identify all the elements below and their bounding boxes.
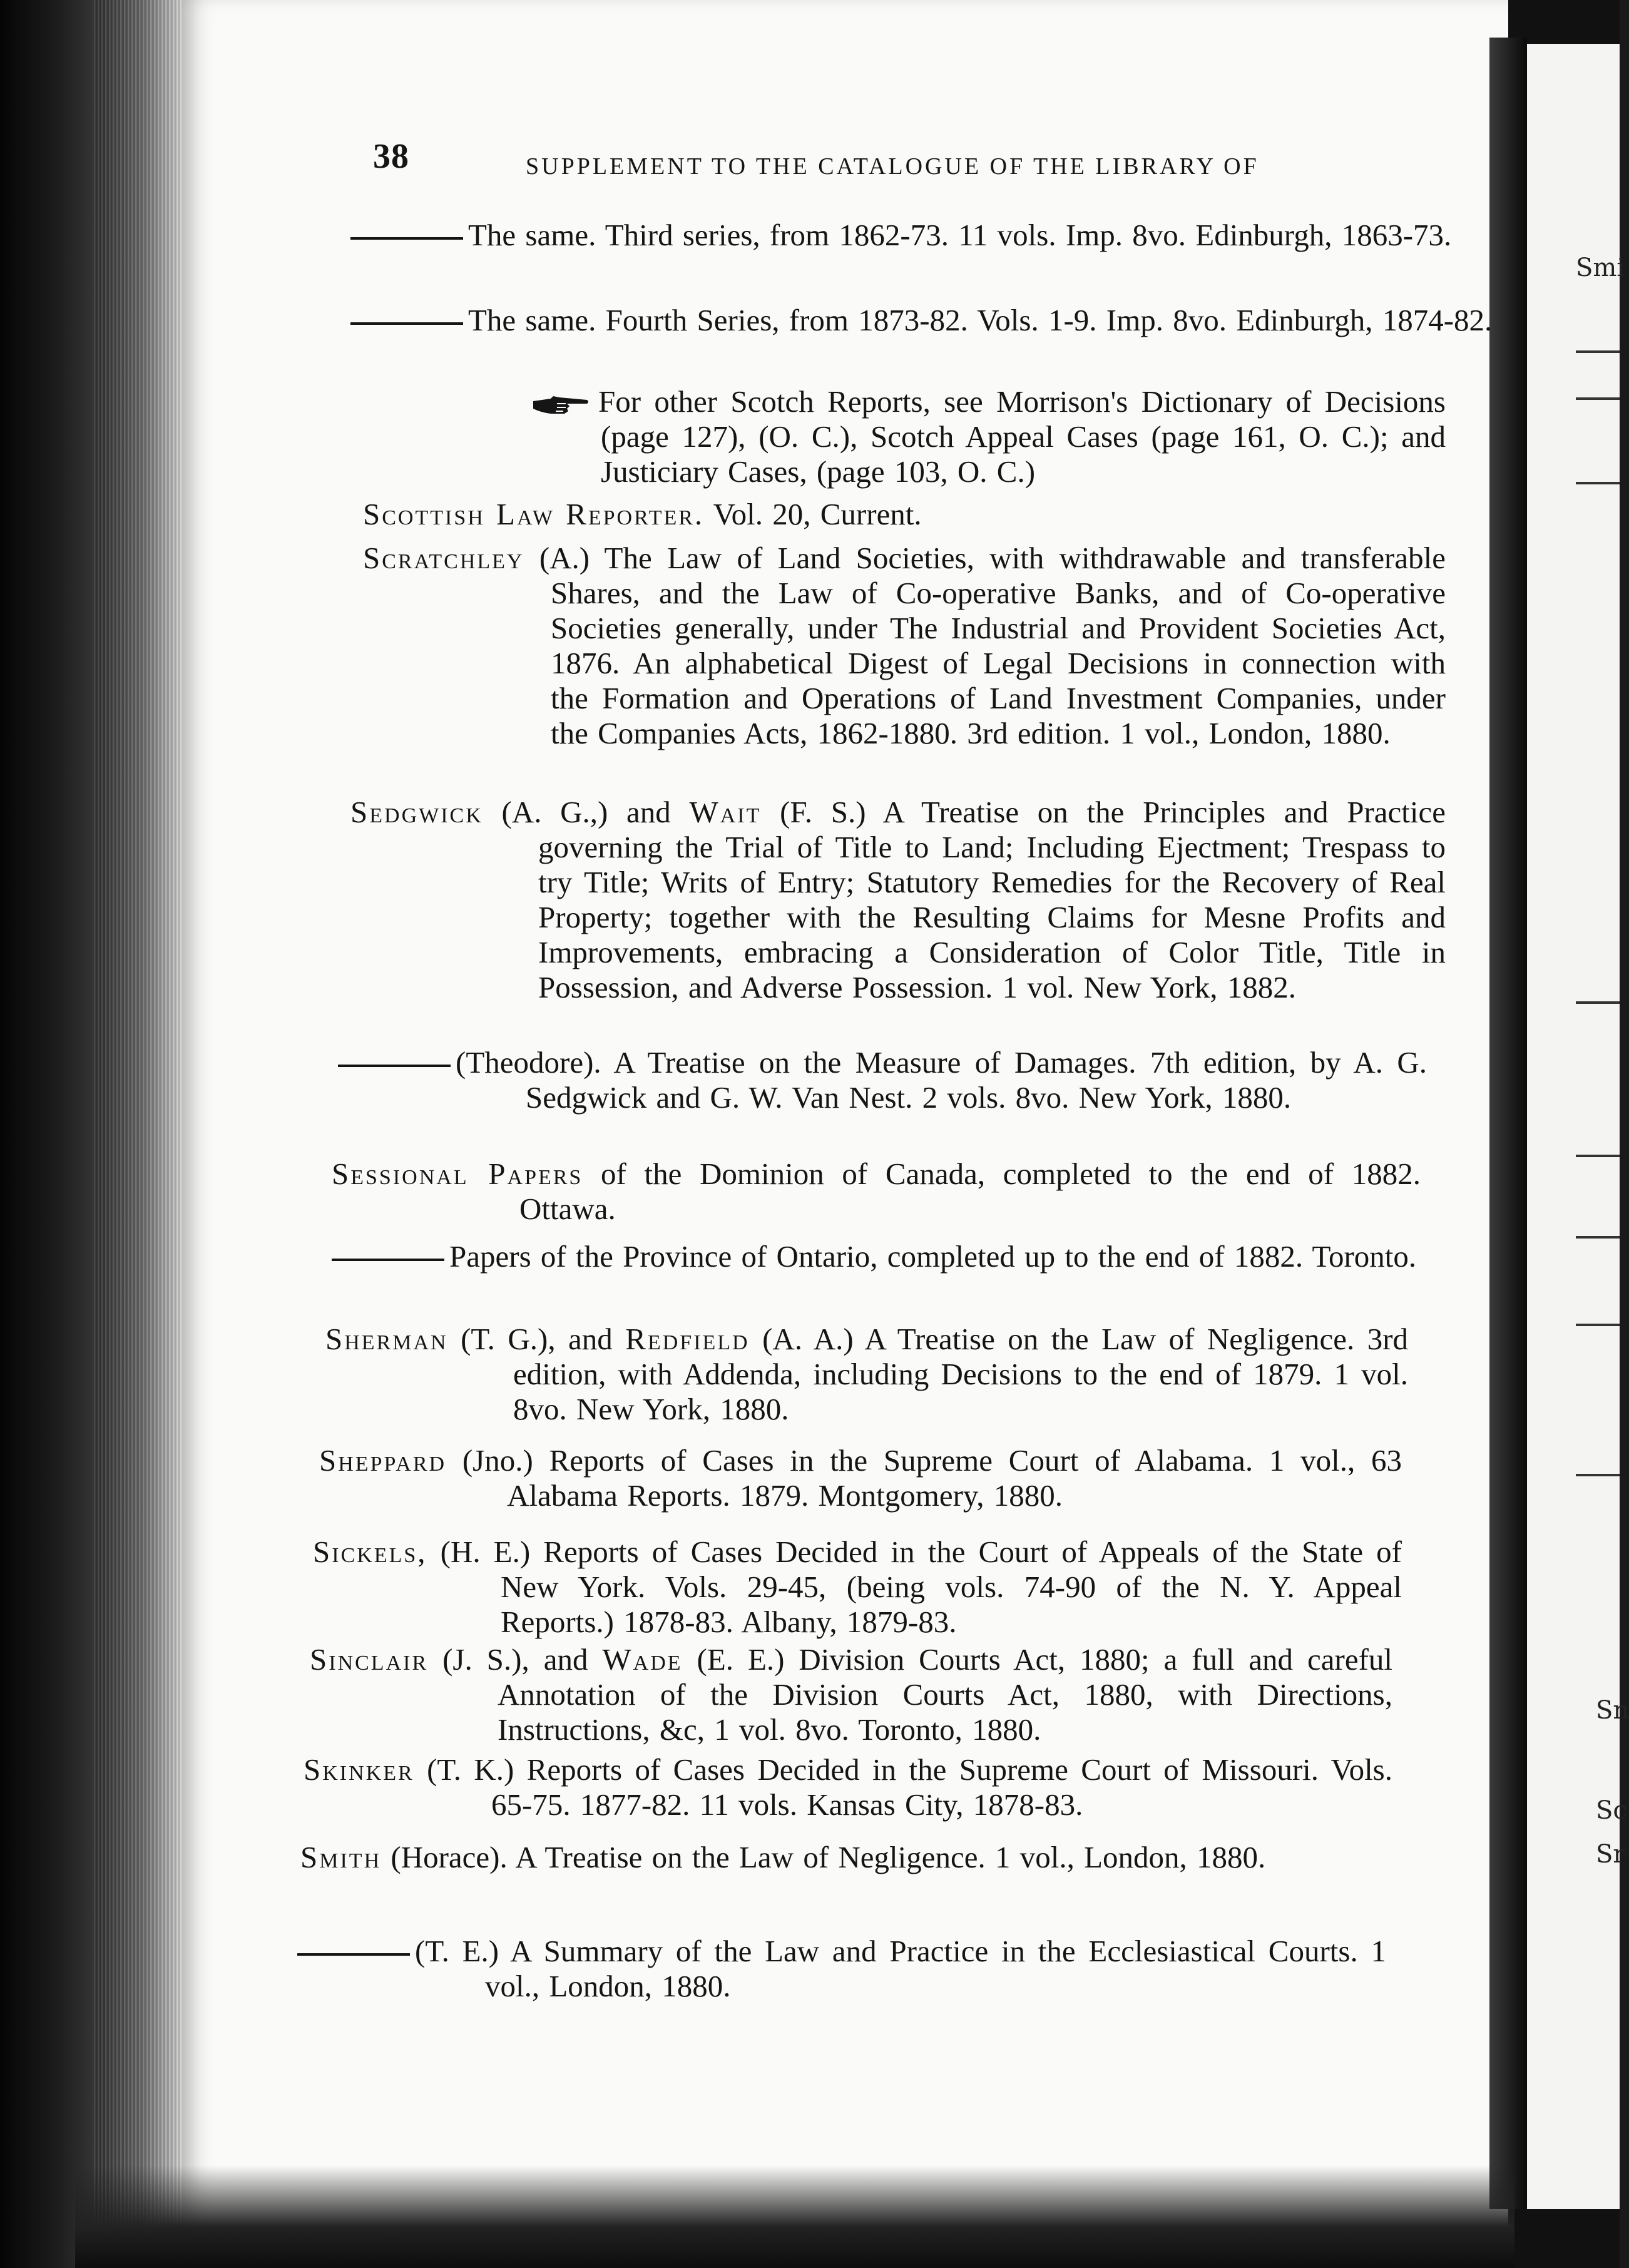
- entry-text: (F. S.) A Treatise on the Principles and Practice governing the Trial of Title to Land; Including Ejectment; Trespass to try Title; Writs of Entry; Statutory Remedies for the Recovery of Real Property; together with the Resulting Claims for Mesne Profits and Improvements, embracing a Consideration of Color Title, Title in Possession, and Adverse Possession. 1 vol. New York, 1882.: [538, 795, 1446, 1004]
- ditto-dash: [350, 237, 463, 240]
- entry-heading-second-author: Redfield: [625, 1322, 750, 1356]
- catalogue-entry: [300, 1840, 1389, 1875]
- catalogue-entry: [310, 1642, 1392, 1747]
- entry-text: (A. A.) A Treatise on the Law of Negligence. 3rd edition, with Addenda, including Decisions to the end of 1879. 1 vol. 8vo. New York, 1880.: [513, 1322, 1409, 1426]
- catalogue-entry: [338, 1045, 1427, 1115]
- catalogue-entry: [350, 218, 1514, 253]
- ditto-dash: [350, 322, 463, 325]
- entry-text: The same. Fourth Series, from 1873-82. Vols. 1-9. Imp. 8vo. Edinburgh, 1874-82.: [468, 303, 1493, 337]
- entry-text: (Horace). A Treatise on the Law of Negligence. 1 vol., London, 1880.: [391, 1840, 1266, 1874]
- adjacent-page-text: Sr: [1596, 1840, 1625, 1869]
- entry-heading: Sinclair: [310, 1642, 429, 1677]
- entry-heading-second-author: Wade: [602, 1642, 683, 1677]
- entry-text: (Jno.) Reports of Cases in the Supreme Court of Alabama. 1 vol., 63 Alabama Reports. 1879. Montgomery, 1880.: [462, 1443, 1402, 1513]
- pointing-hand-icon: [532, 394, 590, 416]
- catalogue-entry: [304, 1752, 1392, 1822]
- entry-heading: Sheppard: [319, 1443, 447, 1478]
- catalogue-entry: [313, 1535, 1402, 1640]
- catalogue-entry: [332, 1157, 1421, 1227]
- entry-heading: Sickels,: [313, 1535, 427, 1569]
- entry-text: (A. G.,) and: [501, 795, 671, 829]
- catalogue-entry: [363, 497, 1489, 532]
- entry-heading-second-author: Wait: [689, 795, 762, 829]
- catalogue-entry: [350, 303, 1514, 338]
- adjacent-page-text: Sc: [1596, 1796, 1627, 1825]
- entry-text: (T. E.) A Summary of the Law and Practice in the Ecclesiastical Courts. 1 vol., London, 1880.: [415, 1934, 1386, 2003]
- entry-text: (T. K.) Reports of Cases Decided in the Supreme Court of Missouri. Vols. 65-75. 1877-82. 11 vols. Kansas City, 1878-83.: [427, 1752, 1392, 1822]
- entry-text: Papers of the Province of Ontario, completed up to the end of 1882. Toronto.: [449, 1239, 1417, 1274]
- catalogue-entry: [325, 1322, 1408, 1427]
- entry-text: of the Dominion of Canada, completed to the end of 1882. Ottawa.: [519, 1157, 1421, 1226]
- entry-heading: Skinker: [304, 1752, 414, 1787]
- catalogue-entry: [319, 1443, 1402, 1513]
- ditto-dash: [332, 1259, 444, 1261]
- catalogue-entry: [332, 1239, 1421, 1274]
- entry-heading: Smith: [300, 1840, 382, 1874]
- catalogue-entry: [297, 1934, 1386, 2004]
- entry-heading: Scottish Law Reporter.: [363, 497, 705, 531]
- cross-reference-note: [532, 384, 1446, 489]
- entry-text: (J. S.), and: [442, 1642, 588, 1677]
- entry-text: (T. G.), and: [461, 1322, 613, 1356]
- ditto-dash: [338, 1065, 451, 1067]
- entry-text: (Theodore). A Treatise on the Measure of Damages. 7th edition, by A. G. Sedgwick and G. W. Van Nest. 2 vols. 8vo. New York, 1880.: [456, 1045, 1427, 1115]
- entry-text: The same. Third series, from 1862-73. 11 vols. Imp. 8vo. Edinburgh, 1863-73.: [468, 218, 1452, 252]
- entry-heading: Sedgwick: [350, 795, 483, 829]
- entry-heading: Sherman: [325, 1322, 448, 1356]
- entry-text: (E. E.) Division Courts Act, 1880; a full and careful Annotation of the Division Courts Act, 1880, with Directions, Instructions, &c, 1 vol. 8vo. Toronto, 1880.: [498, 1642, 1392, 1747]
- entry-text: (A.) The Law of Land Societies, with withdrawable and transferable Shares, and the Law of Co-operative Banks, and of Co-operative Societies generally, under The Industrial and Provident Societies Act, 1876. An alphabetical Digest of Legal Decisions in connection with the Formation and Operations of Land Investment Companies, under the Companies Acts, 1862-1880. 3rd edition. 1 vol., London, 1880.: [539, 541, 1446, 750]
- entry-heading: Scratchley: [363, 541, 524, 575]
- note-text: For other Scotch Reports, see Morrison's Dictionary of Decisions (page 127), (O. C.), Scotch Appeal Cases (page 161, O. C.); and Justiciary Cases, (page 103, O. C.): [598, 384, 1446, 489]
- entry-heading: Sessional Papers: [332, 1157, 583, 1191]
- entry-text: (H. E.) Reports of Cases Decided in the Court of Appeals of the State of New York. Vols. 29-45, (being vols. 74-90 of the N. Y. Appeal Reports.) 1878-83. Albany, 1879-83.: [440, 1535, 1402, 1639]
- adjacent-page-text: Sn: [1596, 1696, 1629, 1725]
- catalogue-entry: [363, 541, 1446, 751]
- ditto-dash: [297, 1953, 410, 1956]
- running-title: SUPPLEMENT TO THE CATALOGUE OF THE LIBRARY OF: [526, 153, 1259, 180]
- page-number: 38: [373, 137, 409, 176]
- entry-text: Vol. 20, Current.: [713, 497, 922, 531]
- catalogue-entry: [350, 795, 1446, 1005]
- adjacent-page-text: Smi: [1576, 253, 1625, 282]
